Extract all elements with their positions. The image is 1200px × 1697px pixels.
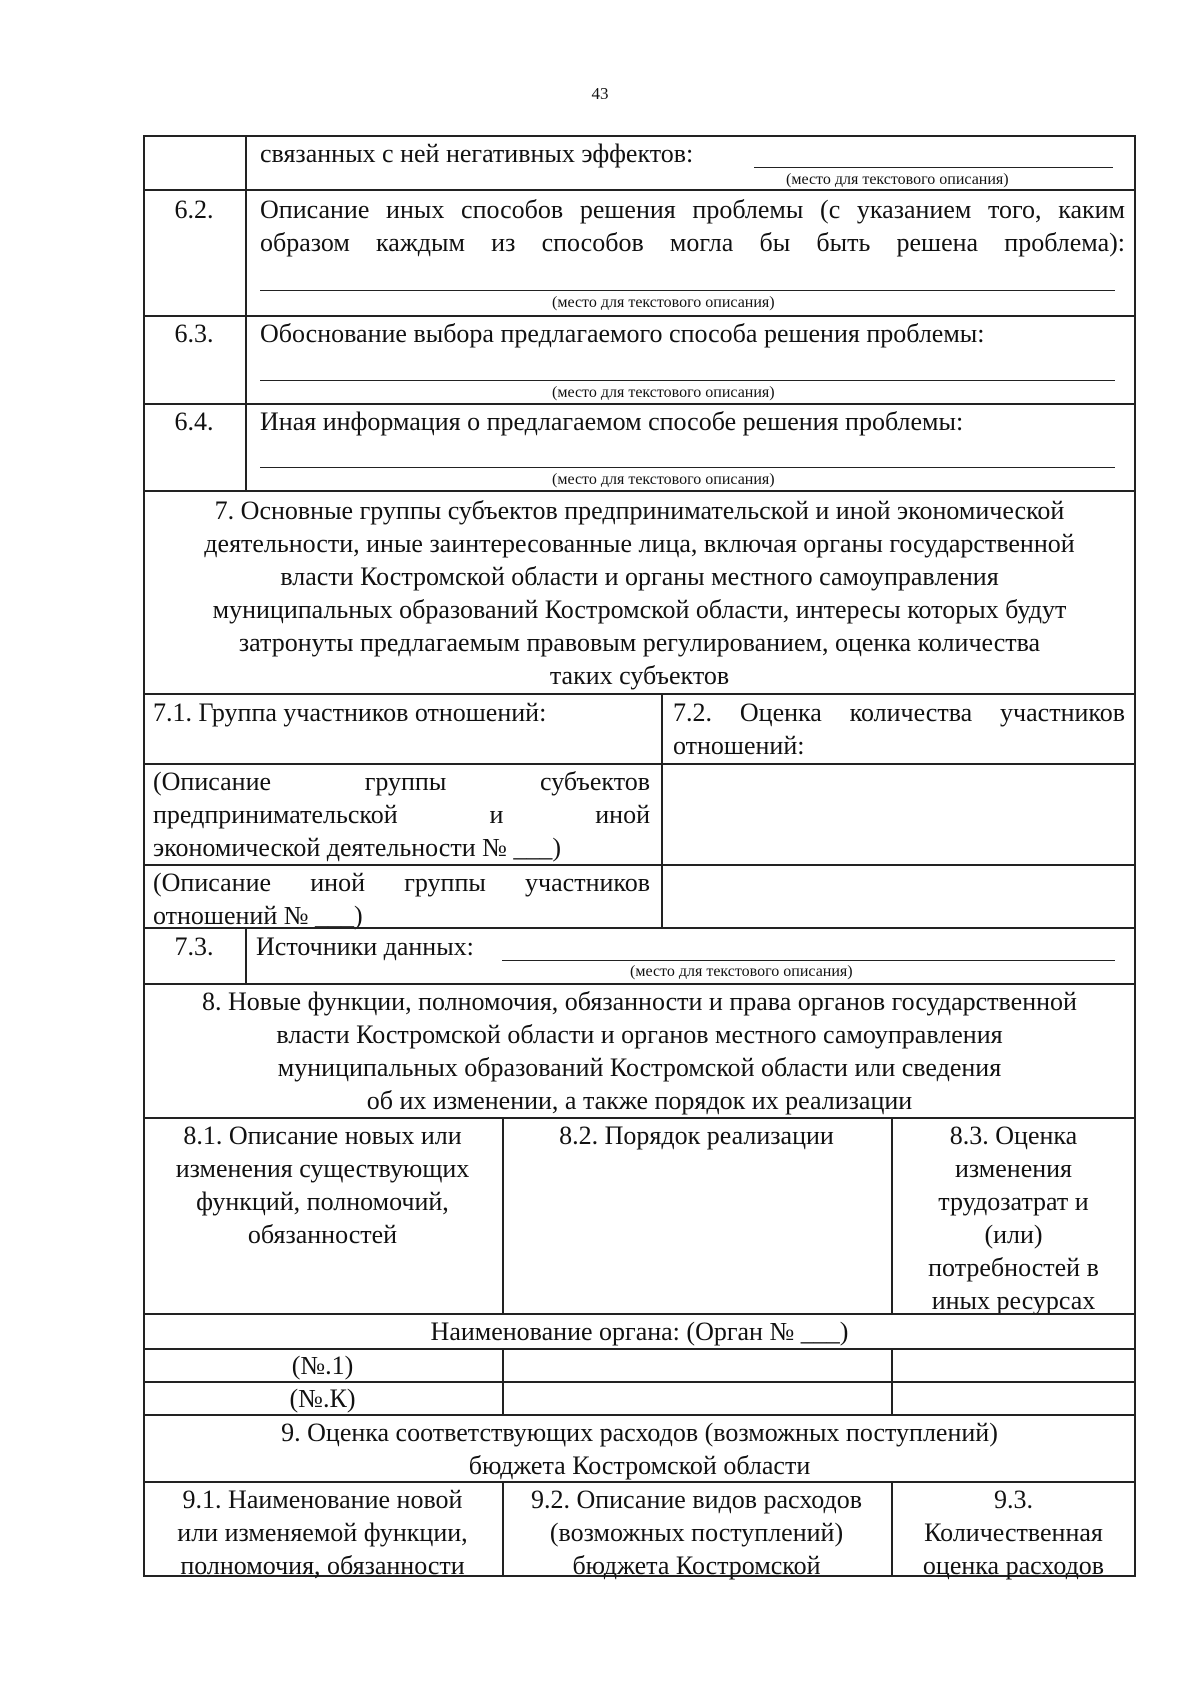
section-9-heading-line: 9. Оценка соответствующих расходов (возможных поступлений) [281, 1418, 998, 1447]
answer-line [754, 167, 1113, 168]
col-8-3-header-line: 8.3. Оценка [949, 1121, 1078, 1150]
section-8-heading-line: муниципальных образований Костромской области или сведения [277, 1053, 1002, 1082]
placeholder-caption: (место для текстового описания) [552, 471, 775, 488]
item-6-4-text: Иная информация о предлагаемом способе решения проблемы: [260, 407, 964, 436]
col-8-1-header-line: 8.1. Описание новых или [183, 1121, 462, 1150]
item-7-3-text: Источники данных: [256, 932, 474, 961]
col-9-1-header-line: или изменяемой функции, [177, 1518, 468, 1547]
section-8-heading-line: власти Костромской области и органов местного самоуправления [276, 1020, 1003, 1049]
placeholder-caption: (место для текстового описания) [630, 963, 853, 980]
item-number-6-2: 6.2. [174, 195, 214, 224]
section-9-heading-line: бюджета Костромской области [468, 1451, 811, 1480]
item-6-2-line2: образом каждым из способов могла бы быть решена проблема): [260, 228, 1125, 257]
col-9-3-header-line: Количественная [924, 1518, 1103, 1547]
col-7-1-header: 7.1. Группа участников отношений: [153, 698, 547, 727]
col-8-3-header-line: (или) [984, 1220, 1043, 1249]
col-8-3-header-line: изменения [954, 1154, 1073, 1183]
organ-row-first: (№.1) [291, 1351, 354, 1380]
row-divider [143, 693, 1136, 695]
col-7-2-header-line2: отношений: [673, 731, 805, 760]
section-7-heading-line: таких субъектов [549, 661, 730, 690]
col-8-3-header-line: иных ресурсах [931, 1286, 1096, 1315]
continuation-text: связанных с ней негативных эффектов: [260, 139, 694, 168]
item-6-2-line1: Описание иных способов решения проблемы (с указанием того, каким [260, 195, 1125, 224]
item-number-6-3: 6.3. [174, 319, 214, 348]
row-divider [143, 490, 1136, 492]
group-1-line: (Описание группы субъектов [153, 767, 650, 796]
section-8-heading-line: об их изменении, а также порядок их реализации [366, 1086, 913, 1115]
placeholder-caption: (место для текстового описания) [552, 384, 775, 401]
item-number-7-3: 7.3. [174, 932, 214, 961]
col-8-3-header-line: потребностей в [928, 1253, 1099, 1282]
placeholder-caption: (место для текстового описания) [786, 171, 1009, 188]
section-7-heading-line: деятельности, иные заинтересованные лица, включая органы государственной [204, 529, 1075, 558]
section-8-heading-line: 8. Новые функции, полномочия, обязанности и права органов государственной [202, 987, 1077, 1016]
group-2-line: отношений № ___) [153, 901, 363, 930]
section-7-heading-line: 7. Основные группы субъектов предпринимательской и иной экономической [214, 496, 1065, 525]
col-9-3-header-line: 9.3. [994, 1485, 1033, 1514]
page-number: 43 [591, 84, 609, 103]
col-9-2-header-line: бюджета Костромской [572, 1551, 821, 1580]
group-2-line: (Описание иной группы участников [153, 868, 650, 897]
col-9-2-header-line: 9.2. Описание видов расходов [530, 1485, 863, 1514]
item-number-6-4: 6.4. [174, 407, 214, 436]
row-divider [143, 927, 1136, 929]
answer-line [260, 290, 1115, 291]
section-7-heading-line: затронуты предлагаемым правовым регулированием, оценка количества [238, 628, 1041, 657]
row-divider [143, 189, 1136, 191]
answer-line [260, 380, 1115, 381]
answer-line [502, 960, 1115, 961]
organ-row-last: (№.К) [289, 1384, 356, 1413]
col-8-1-header-line: функций, полномочий, [196, 1187, 449, 1216]
col-divider-7 [661, 693, 663, 927]
col-9-2-header-line: (возможных поступлений) [549, 1518, 844, 1547]
col-9-1-header-line: 9.1. Наименование новой [182, 1485, 463, 1514]
answer-line [260, 467, 1115, 468]
col-8-2-header: 8.2. Порядок реализации [559, 1121, 834, 1150]
section-7-heading-line: муниципальных образований Костромской области, интересы которых будут [212, 595, 1067, 624]
col-9-1-header-line: полномочия, обязанности [180, 1551, 465, 1580]
organ-label: Наименование органа: (Орган № ___) [430, 1317, 849, 1346]
section-7-heading-line: власти Костромской области и органы местного самоуправления [280, 562, 999, 591]
col-9-3-header-line: оценка расходов [922, 1551, 1105, 1580]
placeholder-caption: (место для текстового описания) [552, 294, 775, 311]
col-8-1-header-line: обязанностей [247, 1220, 398, 1249]
group-1-line: экономической деятельности № ___) [153, 833, 562, 862]
item-6-3-text: Обоснование выбора предлагаемого способа решения проблемы: [260, 319, 985, 348]
num-col-divider [245, 927, 247, 983]
col-7-2-header-line1: 7.2. Оценка количества участников [673, 698, 1125, 727]
col-8-1-header-line: изменения существующих [175, 1154, 470, 1183]
col-8-3-header-line: трудозатрат и [938, 1187, 1089, 1216]
group-1-line: предпринимательской и иной [153, 800, 650, 829]
